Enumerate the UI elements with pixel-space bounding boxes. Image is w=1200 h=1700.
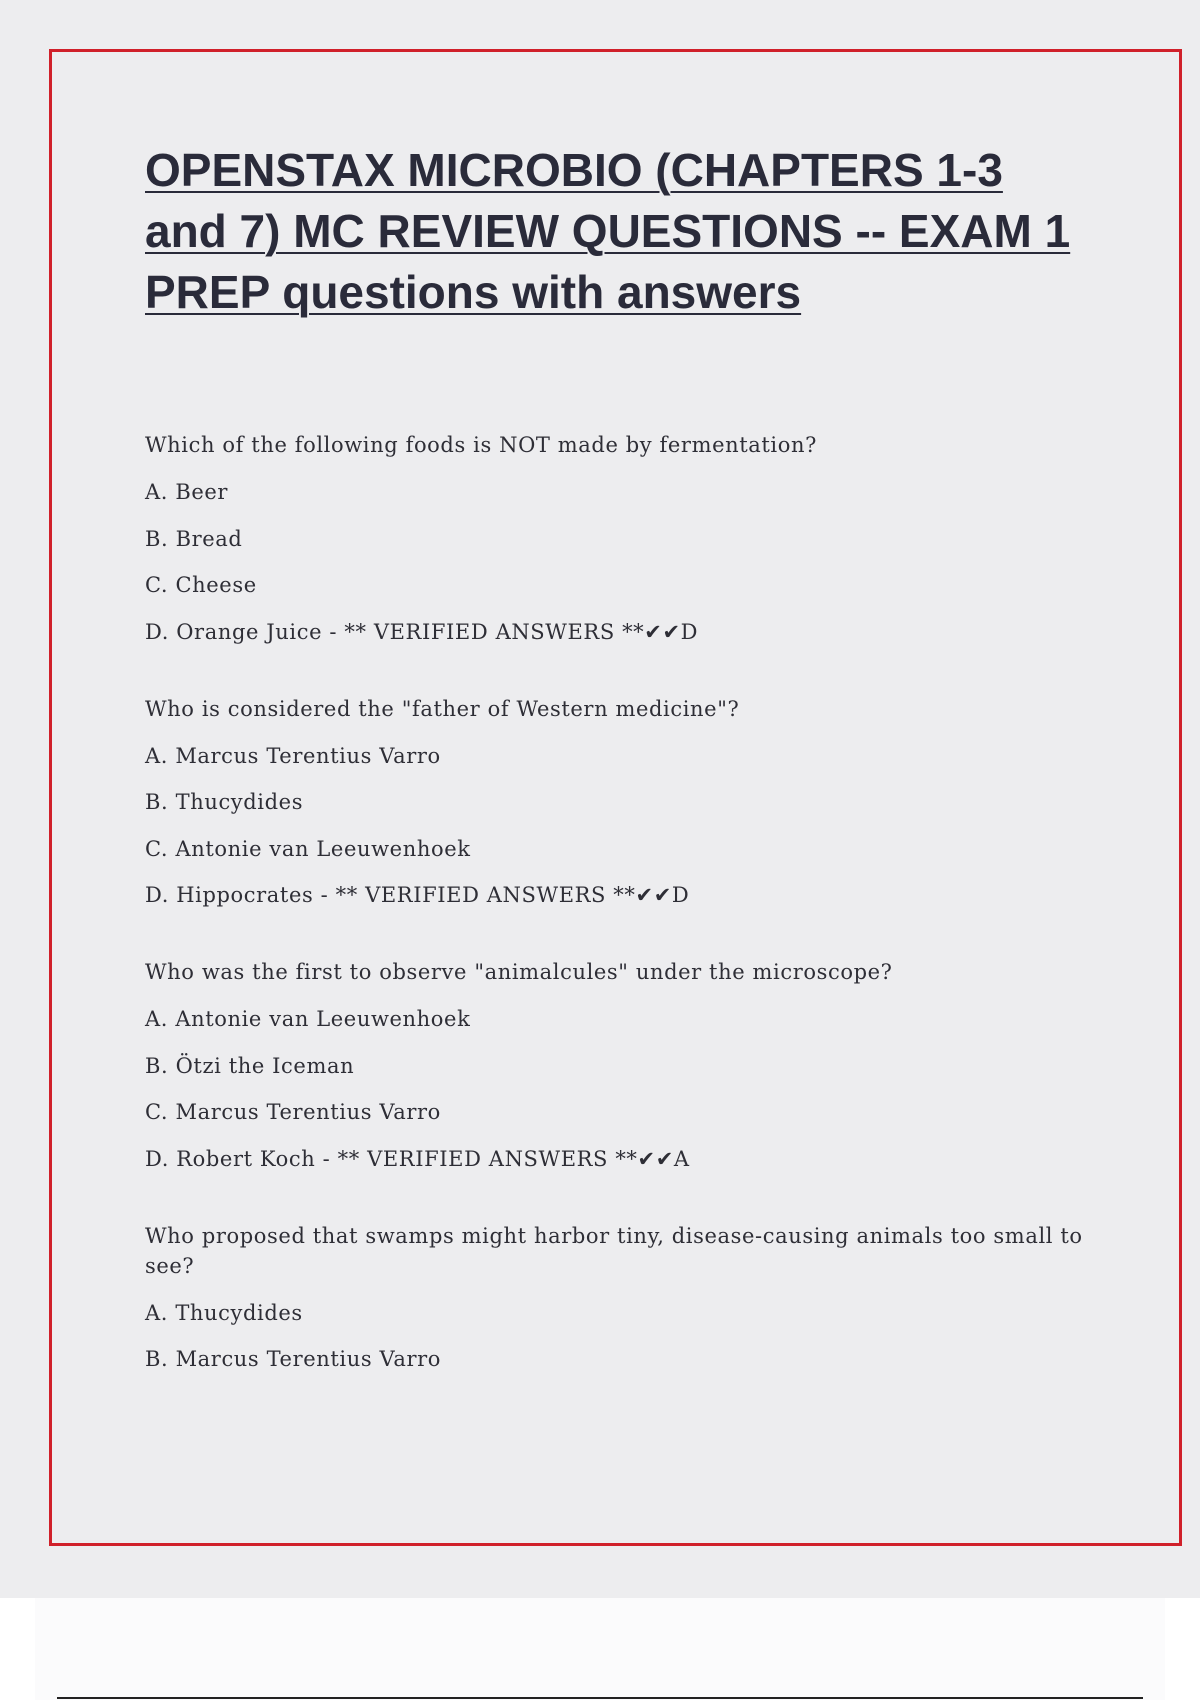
question-block <box>145 1221 1095 1375</box>
question-text: Who is considered the "father of Western medicine"? <box>145 696 740 721</box>
answer-option: A. Antonie van Leeuwenhoek <box>145 1007 471 1031</box>
answer-option: B. Marcus Terentius Varro <box>145 1347 441 1371</box>
answer-option: A. Beer <box>145 480 229 504</box>
next-page-area <box>0 1598 1200 1700</box>
answer-option: D. Hippocrates - ** VERIFIED ANSWERS **✔✔D <box>145 883 690 907</box>
answer-option: B. Ötzi the Iceman <box>145 1053 355 1078</box>
answer-option: C. Antonie van Leeuwenhoek <box>145 836 471 861</box>
footer-divider-line <box>57 1697 1143 1699</box>
answer-option: B. Thucydides <box>145 790 304 814</box>
question-block <box>145 957 1095 1174</box>
answer-option: C. Marcus Terentius Varro <box>145 1100 441 1124</box>
question-text: Which of the following foods is NOT made by fermentation? <box>145 433 817 457</box>
question-block <box>145 694 1095 911</box>
answer-option: A. Marcus Terentius Varro <box>145 743 441 768</box>
question-text: Who proposed that swamps might harbor tiny, disease-causing animals too small to see? <box>145 1223 1083 1278</box>
answer-option: C. Cheese <box>145 573 257 597</box>
answer-option: A. Thucydides <box>145 1300 303 1325</box>
answer-option: B. Bread <box>145 526 243 551</box>
answer-option: D. Robert Koch - ** VERIFIED ANSWERS **✔✔A <box>145 1146 690 1171</box>
document-title: OPENSTAX MICROBIO (CHAPTERS 1-3 and 7) MC REVIEW QUESTIONS -- EXAM 1 PREP questions with answers <box>145 144 1071 318</box>
question-list <box>145 430 1095 1421</box>
next-page-sheet <box>35 1598 1165 1700</box>
question-block <box>145 430 1095 647</box>
answer-option: D. Orange Juice - ** VERIFIED ANSWERS **✔✔D <box>145 619 699 644</box>
question-text: Who was the first to observe "animalcules" under the microscope? <box>145 960 893 984</box>
